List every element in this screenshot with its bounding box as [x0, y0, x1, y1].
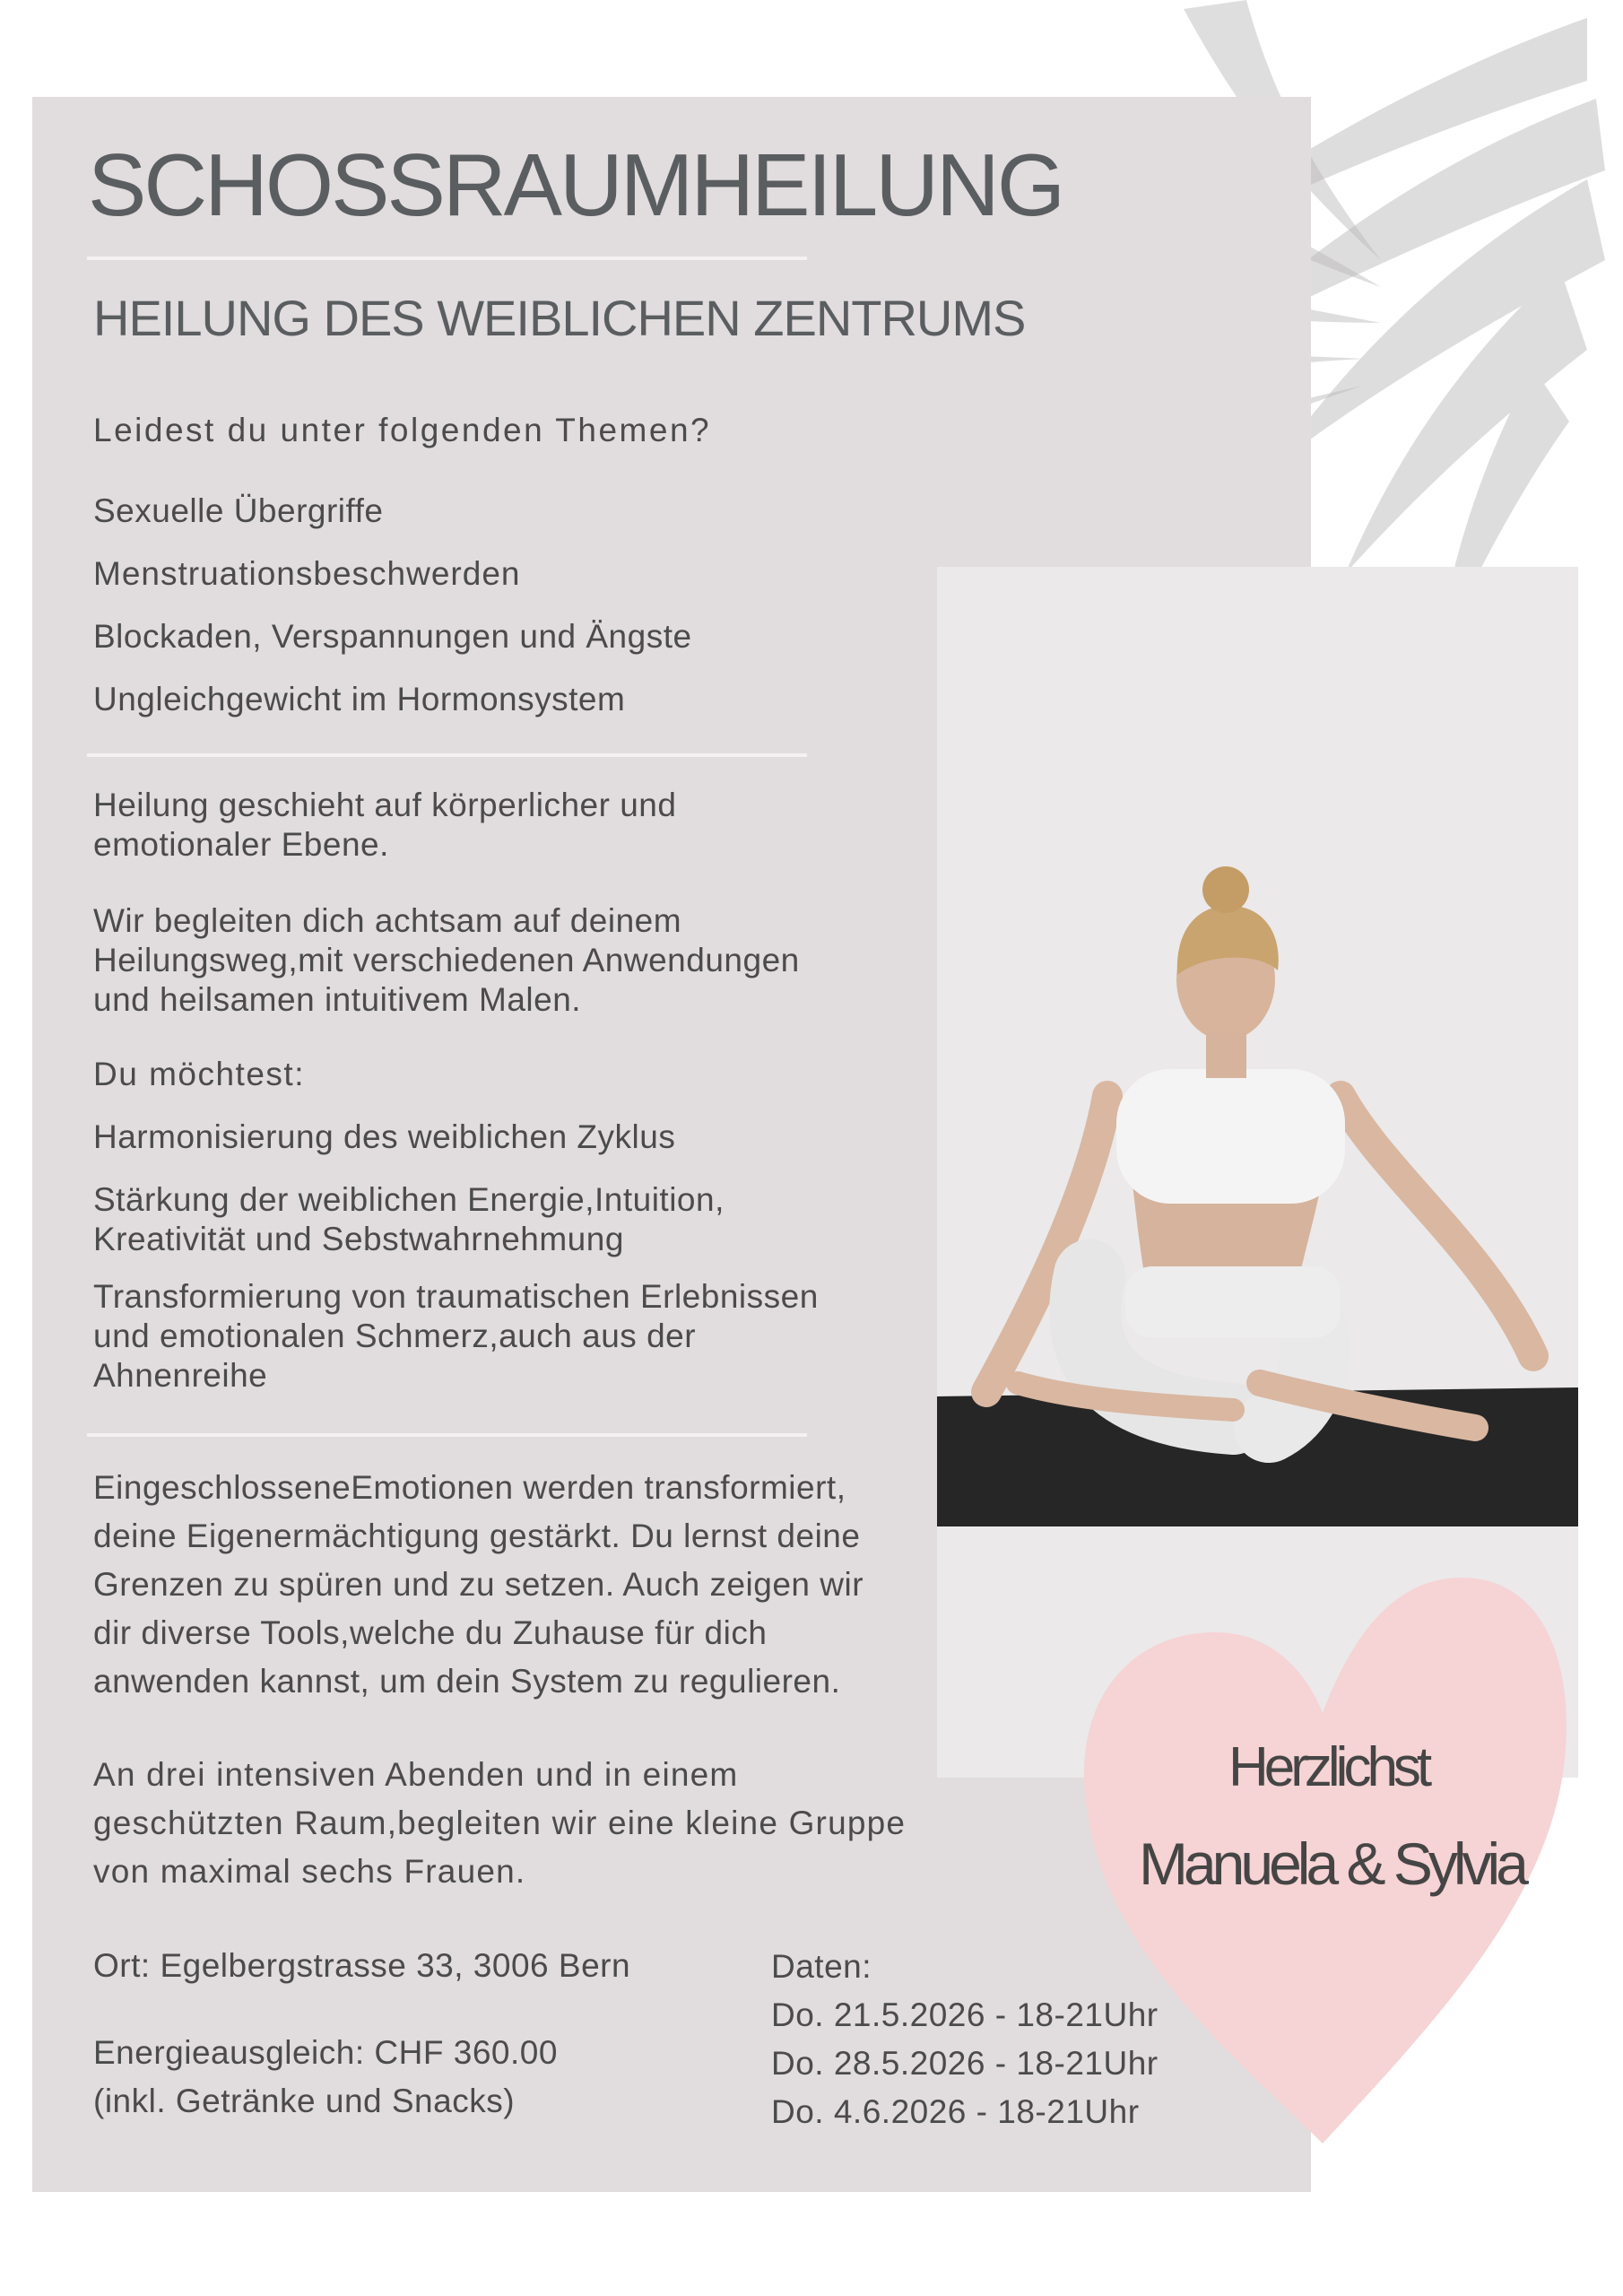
wish-line: Transformierung von traumatischen Erlebnissen — [93, 1278, 819, 1315]
wish-item — [93, 1277, 819, 1396]
paragraph-line: und heilsamen intuitivem Malen. — [93, 981, 582, 1018]
paragraph-line: deine Eigenermächtigung gestärkt. Du lernst deine — [93, 1518, 861, 1554]
price-info — [93, 2029, 558, 2126]
wish-line: Kreativität und Sebstwahrnehmung — [93, 1221, 624, 1257]
theme-item: Sexuelle Übergriffe — [93, 492, 384, 529]
page-title: SCHOSSRAUMHEILUNG — [88, 135, 1063, 234]
paragraph-line: Grenzen zu spüren und zu setzen. Auch zeigen wir — [93, 1566, 864, 1603]
paragraph-line: Heilungsweg,mit verschiedenen Anwendungen — [93, 942, 800, 978]
paragraph-line: An drei intensiven Abenden und in einem — [93, 1756, 739, 1793]
dates-block — [771, 1943, 1159, 2136]
wish-line: Harmonisierung des weiblichen Zyklus — [93, 1118, 676, 1155]
paragraph-line: dir diverse Tools,welche du Zuhause für dich — [93, 1614, 768, 1651]
divider — [87, 257, 807, 260]
evenings-paragraph — [93, 1751, 906, 1896]
location: Ort: Egelbergstrasse 33, 3006 Bern — [93, 1947, 631, 1984]
price-line: Energieausgleich: CHF 360.00 — [93, 2034, 558, 2071]
wish-line: und emotionalen Schmerz,auch aus der — [93, 1318, 697, 1354]
date-item: Do. 4.6.2026 - 18-21Uhr — [771, 2093, 1140, 2130]
wish-line: Stärkung der weiblichen Energie,Intuition, — [93, 1181, 725, 1218]
theme-item: Ungleichgewicht im Hormonsystem — [93, 681, 626, 718]
paragraph-line: von maximal sechs Frauen. — [93, 1853, 526, 1890]
divider — [87, 753, 807, 757]
emotions-paragraph — [93, 1464, 864, 1706]
healing-paragraph — [93, 786, 676, 865]
date-item: Do. 28.5.2026 - 18-21Uhr — [771, 2045, 1159, 2082]
signature-names: Manuela & Sylvia — [1139, 1831, 1524, 1897]
dates-heading: Daten: — [771, 1948, 872, 1985]
paragraph-line: geschützten Raum,begleiten wir eine kleine Gruppe — [93, 1805, 907, 1841]
date-item: Do. 21.5.2026 - 18-21Uhr — [771, 1996, 1159, 2033]
wish-item — [93, 1118, 675, 1157]
paragraph-line: anwenden kannst, um dein System zu regulieren. — [93, 1663, 841, 1700]
paragraph-line: Wir begleiten dich achtsam auf deinem — [93, 902, 682, 939]
price-line: (inkl. Getränke und Snacks) — [93, 2083, 516, 2119]
paragraph-line: emotionaler Ebene. — [93, 826, 389, 863]
wish-item — [93, 1180, 725, 1259]
page-subtitle: HEILUNG DES WEIBLICHEN ZENTRUMS — [93, 290, 1026, 346]
signature-greeting: Herzlichst — [1228, 1736, 1428, 1798]
wish-line: Ahnenreihe — [93, 1357, 268, 1394]
theme-item: Blockaden, Verspannungen und Ängste — [93, 618, 692, 655]
divider — [87, 1433, 807, 1437]
wish-heading: Du möchtest: — [93, 1056, 305, 1092]
paragraph-line: EingeschlosseneEmotionen werden transformiert, — [93, 1469, 846, 1506]
paragraph-line: Heilung geschieht auf körperlicher und — [93, 787, 677, 823]
themes-question: Leidest du unter folgenden Themen? — [93, 412, 712, 448]
theme-item: Menstruationsbeschwerden — [93, 555, 521, 592]
accompany-paragraph — [93, 901, 800, 1020]
